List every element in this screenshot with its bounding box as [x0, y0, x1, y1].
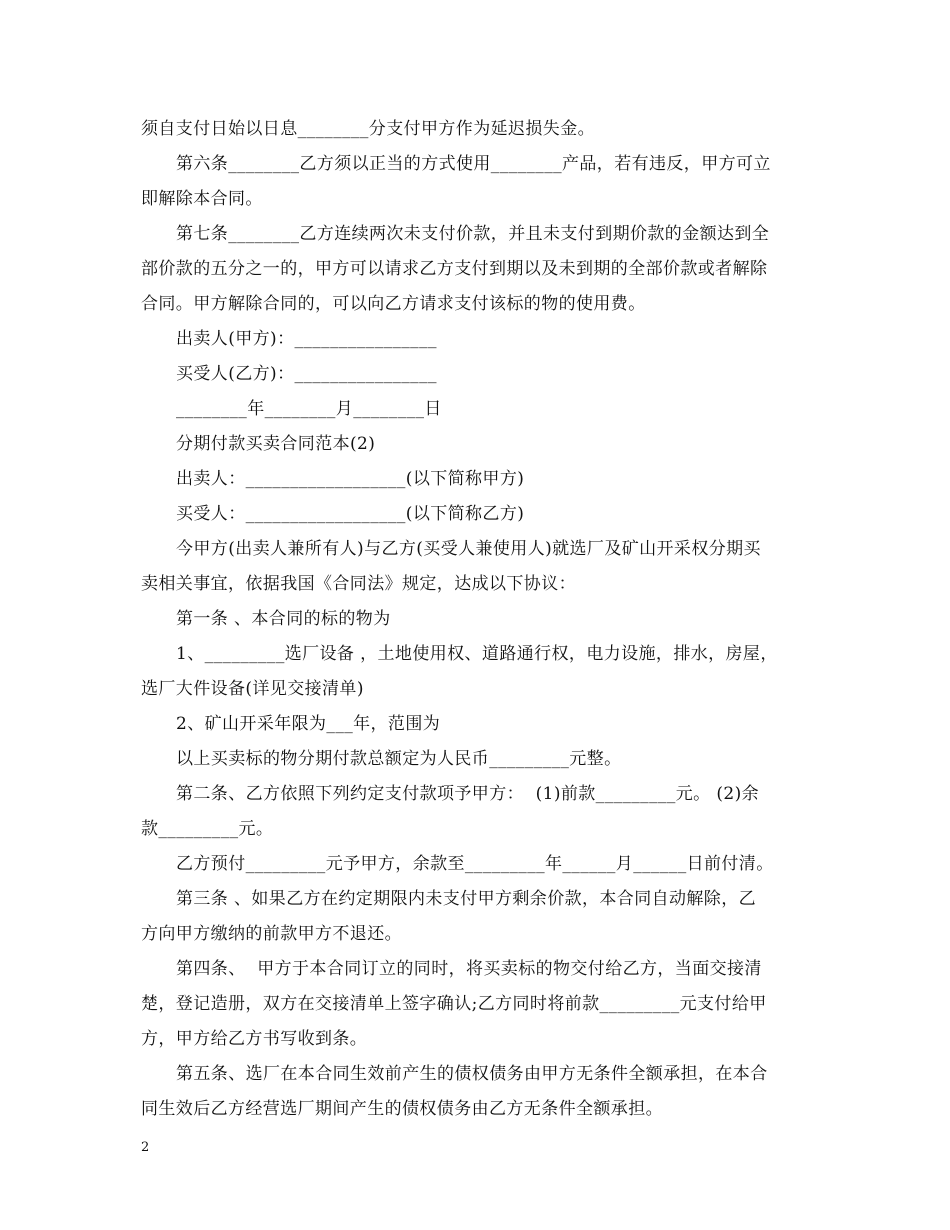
text-line: 卖相关事宜，依据我国《合同法》规定，达成以下协议： [141, 574, 576, 594]
text-line: 第四条、 甲方于本合同订立的同时，将买卖标的物交付给乙方，当面交接清 [176, 959, 762, 979]
text-line: 部价款的五分之一的，甲方可以请求乙方支付到期以及未到期的全部价款或者解除 [141, 259, 768, 279]
text-line: 方向甲方缴纳的前款甲方不退还。 [141, 924, 402, 944]
text-line: 今甲方(出卖人兼所有人)与乙方(买受人兼使用人)就选厂及矿山开采权分期买 [176, 539, 761, 559]
article-heading: 第一条 、本合同的标的物为 [176, 609, 391, 629]
buyer-line: 买受人：__________________(以下简称乙方) [176, 504, 525, 524]
text-line: 第五条、选厂在本合同生效前产生的债权债务由甲方无条件全额承担，在本合 [176, 1064, 768, 1084]
seller-line: 出卖人：__________________(以下简称甲方) [176, 469, 525, 489]
section-title: 分期付款买卖合同范本(2) [176, 434, 376, 454]
text-line: 第二条、乙方依照下列约定支付款项予甲方： (1)前款_________元。 (2)余 [176, 784, 760, 804]
text-line: 楚，登记造册，双方在交接清单上签字确认;乙方同时将前款_________元支付给甲 [141, 994, 767, 1014]
text-line: 乙方预付_________元予甲方，余款至_________年______月______日前付清。 [176, 854, 774, 874]
date-line: ________年________月________日 [176, 399, 442, 419]
page-number: 2 [141, 1140, 150, 1155]
signature-line-buyer: 买受人(乙方)：________________ [176, 364, 437, 384]
text-line: 第六条________乙方须以正当的方式使用________产品，若有违反，甲方可立 [176, 154, 771, 174]
text-line: 第三条 、如果乙方在约定期限内未支付甲方剩余价款，本合同自动解除，乙 [176, 889, 757, 909]
text-line: 1、_________选厂设备 ，土地使用权、道路通行权，电力设施，排水，房屋， [176, 644, 778, 664]
signature-line-seller: 出卖人(甲方)：________________ [176, 329, 437, 349]
text-line: 须自支付日始以日息________分支付甲方作为延迟损失金。 [141, 119, 595, 139]
text-line: 合同。甲方解除合同的，可以向乙方请求支付该标的物的使用费。 [141, 294, 646, 314]
text-line: 款_________元。 [141, 819, 274, 839]
text-line: 同生效后乙方经营选厂期间产生的债权债务由乙方无条件全额承担。 [141, 1099, 663, 1119]
text-line: 第七条________乙方连续两次未支付价款，并且未支付到期价款的金额达到全 [176, 224, 770, 244]
text-line: 选厂大件设备(详见交接清单) [141, 679, 364, 699]
text-line: 以上买卖标的物分期付款总额定为人民币_________元整。 [176, 749, 622, 769]
text-line: 方，甲方给乙方书写收到条。 [141, 1029, 368, 1049]
text-line: 即解除本合同。 [141, 189, 263, 209]
text-line: 2、矿山开采年限为___年，范围为 [176, 714, 441, 734]
